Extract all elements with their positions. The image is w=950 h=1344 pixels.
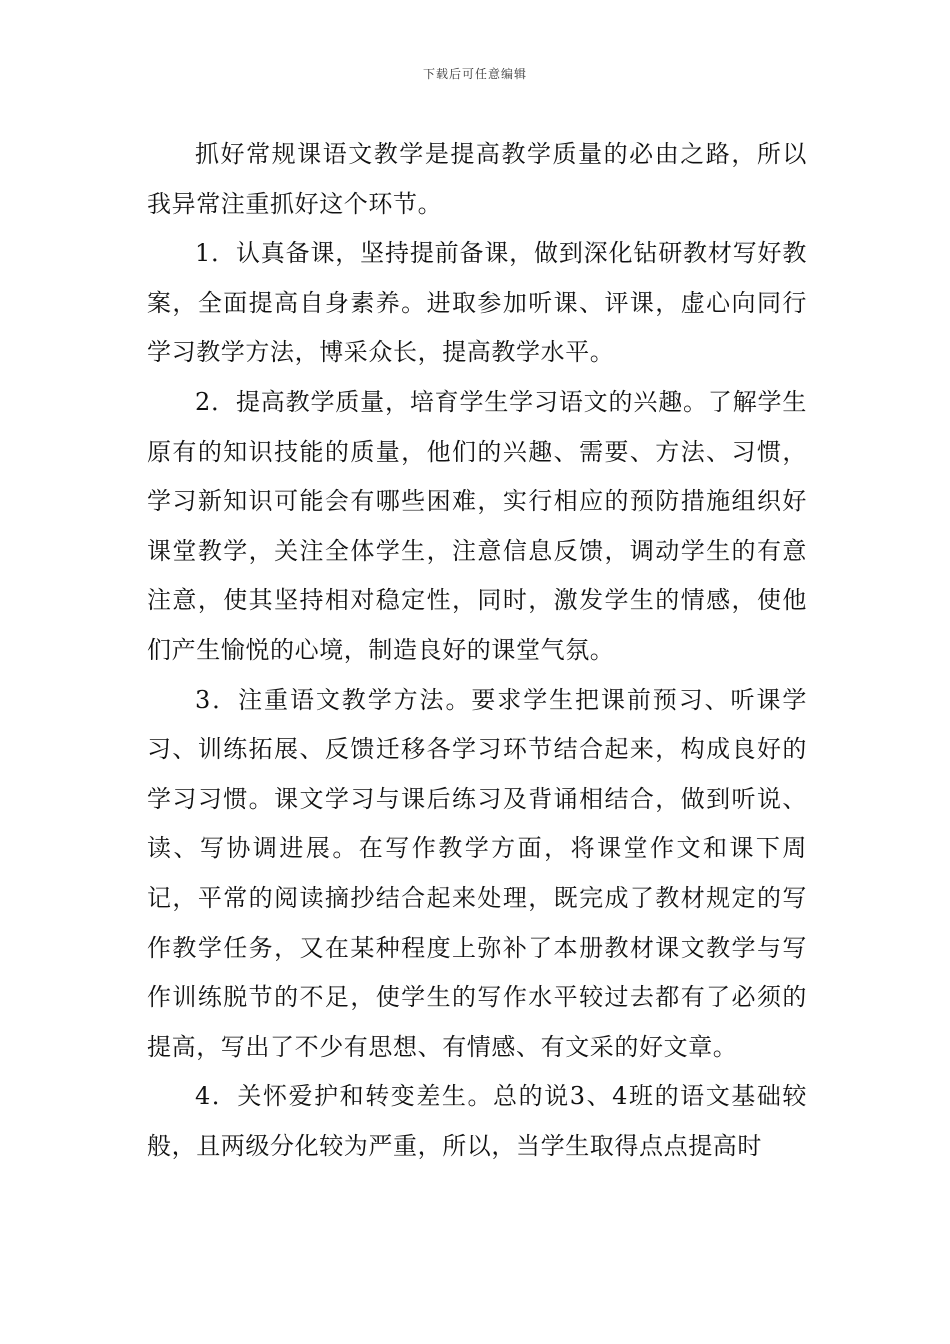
page-header-note: 下载后可任意编辑 <box>422 67 527 81</box>
paragraph-item-1: 1．认真备课，坚持提前备课，做到深化钻研教材写好教案，全面提高自身素养。进取参加听课、评课，虚心向同行学习教学方法，博采众长，提高教学水平。 <box>147 239 807 367</box>
document-body <box>147 130 807 1171</box>
paragraph-item-2: 2．提高教学质量，培育学生学习语文的兴趣。了解学生原有的知识技能的质量，他们的兴趣、需要、方法、习惯，学习新知识可能会有哪些困难，实行相应的预防措施组织好课堂教学，关注全体学生，注意信息反馈，调动学生的有意注意，使其坚持相对稳定性，同时，激发学生的情感，使他们产生愉悦的心境，制造良好的课堂气氛。 <box>147 387 807 664</box>
paragraph-item-3: 3．注重语文教学方法。要求学生把课前预习、听课学习、训练拓展、反馈迁移各学习环节结合起来，构成良好的学习习惯。课文学习与课后练习及背诵相结合，做到听说、读、写协调进展。在写作教学方面，将课堂作文和课下周记，平常的阅读摘抄结合起来处理，既完成了教材规定的写作教学任务，又在某种程度上弥补了本册教材课文教学与写作训练脱节的不足，使学生的写作水平较过去都有了必须的提高，写出了不少有思想、有情感、有文采的好文章。 <box>147 685 807 1061</box>
paragraph-item-4: 4．关怀爱护和转变差生。总的说3、4班的语文基础较般，且两级分化较为严重，所以，当学生取得点点提高时 <box>147 1082 807 1160</box>
paragraph-intro: 抓好常规课语文教学是提高教学质量的必由之路，所以我异常注重抓好这个环节。 <box>147 140 807 218</box>
